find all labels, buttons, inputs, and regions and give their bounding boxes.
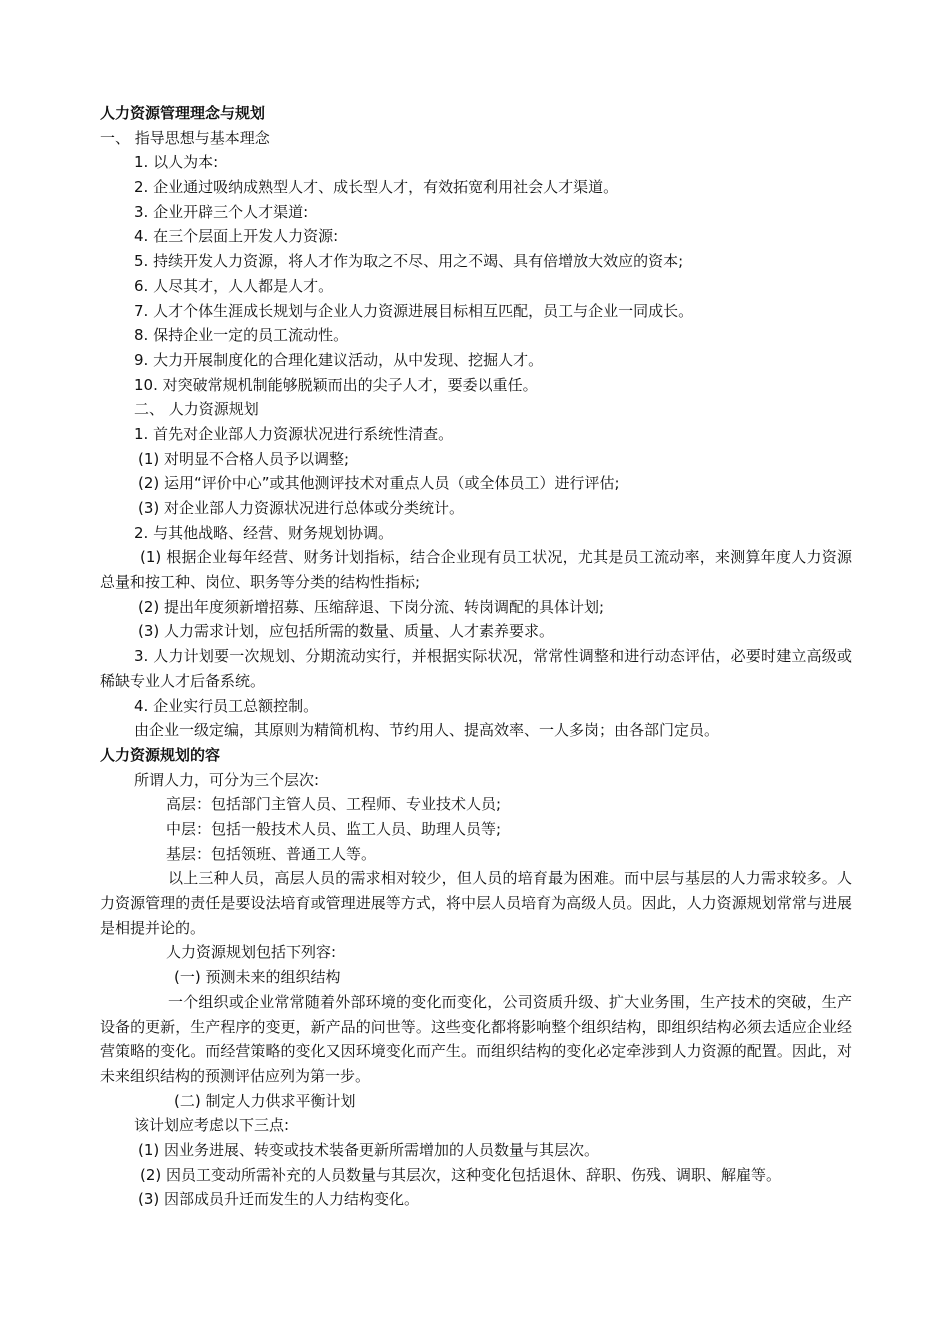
sub-heading: (二) 制定人力供求平衡计划 [174,1091,356,1110]
paragraph: 所谓人力，可分为三个层次: [134,770,320,789]
list-item: 2. 与其他战略、经营、财务规划协调。 [134,523,394,542]
heading-guiding-principles: 一、 指导思想与基本理念 [100,128,270,147]
sub-list-item: (2) 提出年度须新增招募、压缩辞退、下岗分流、转岗调配的具体计划; [138,597,605,616]
list-item: 5. 持续开发人力资源，将人才作为取之不尽、用之不竭、具有倍增放大效应的资本; [134,252,684,271]
paragraph: 一个组织或企业常常随着外部环境的变化而变化，公司资质升级、扩大业务围，生产技术的突破，生产设备的更新，生产程序的变更，新产品的问世等。这些变化都将影响整个组织结构，即组织结构必须去适应企业经营策略的变化。而经营策略的变化又因环境变化而产生。而组织结构的变化必定牵涉到人力资源的配置。因此，对未来组织结构的预测评估应列为第一步。 [100,992,852,1085]
section-title-management: 人力资源管理理念与规划 [100,104,266,122]
sub-list-item: (1) 因业务进展、转变或技术装备更新所需增加的人员数量与其层次。 [138,1141,600,1160]
section-title-planning-content: 人力资源规划的容 [100,745,221,764]
paragraph: 3. 人力计划要一次规划、分期流动实行，并根据实际状况，常常性调整和进行动态评估，必要时建立高级或稀缺专业人才后备系统。 [100,647,852,690]
list-item: 1. 以人为本: [134,153,219,172]
paragraph: 该计划应考虑以下三点: [134,1116,290,1135]
sub-list-item: (1) 对明显不合格人员予以调整; [138,449,350,468]
list-item: 8. 保持企业一定的员工流动性。 [134,326,349,345]
paragraph: (2) 因员工变动所需补充的人员数量与其层次，这种变化包括退休、辞职、伤残、调职、解雇等。 [140,1165,782,1184]
paragraph: (1) 根据企业每年经营、财务计划指标，结合企业现有员工状况，尤其是员工流动率，来测算年度人力资源总量和按工种、岗位、职务等分类的结构性指标; [100,548,852,592]
list-item: 3. 企业开辟三个人才渠道: [134,202,309,221]
list-item: 9. 大力开展制度化的合理化建议活动，从中发现、挖掘人才。 [134,350,544,369]
sub-list-item: (2) 运用“评价中心”或其他测评技术对重点人员（或全体员工）进行评估; [138,474,620,493]
list-item: 中层：包括一般技术人员、监工人员、助理人员等; [166,820,502,838]
list-item: 2. 企业通过吸纳成熟型人才、成长型人才，有效拓宽利用社会人才渠道。 [134,178,619,197]
list-item: 1. 首先对企业部人力资源状况进行系统性清查。 [134,424,454,443]
paragraph: 人力资源规划包括下列容: [166,943,337,962]
list-item: 基层：包括领班、普通工人等。 [166,844,377,863]
list-item: 高层：包括部门主管人员、工程师、专业技术人员; [166,795,502,814]
list-item: 4. 企业实行员工总额控制。 [134,696,319,715]
list-item: 10. 对突破常规机制能够脱颖而出的尖子人才，要委以重任。 [134,375,538,394]
list-item: 6. 人尽其才，人人都是人才。 [134,276,334,295]
sub-heading: (一) 预测未来的组织结构 [174,968,341,987]
document-body [100,101,852,1212]
list-item: 7. 人才个体生涯成长规划与企业人力资源进展目标相互匹配，员工与企业一同成长。 [134,301,694,320]
sub-list-item: (3) 对企业部人力资源状况进行总体或分类统计。 [138,499,465,517]
sub-list-item: (3) 人力需求计划，应包括所需的数量、质量、人才素养要求。 [138,622,555,641]
paragraph: 由企业一级定编，其原则为精简机构、节约用人、提高效率、一人多岗；由各部门定员。 [134,721,720,740]
paragraph: 以上三种人员，高层人员的需求相对较少，但人员的培育最为困难。而中层与基层的人力需求较多。人力资源管理的责任是要设法培育或管理进展等方式，将中层人员培育为高级人员。因此，人力资源规划常常与进展是相提并论的。 [100,869,852,937]
heading-hr-planning: 二、 人力资源规划 [134,400,259,419]
list-item: 4. 在三个层面上开发人力资源: [134,227,339,246]
sub-list-item: (3) 因部成员升迁而发生的人力结构变化。 [138,1190,420,1209]
